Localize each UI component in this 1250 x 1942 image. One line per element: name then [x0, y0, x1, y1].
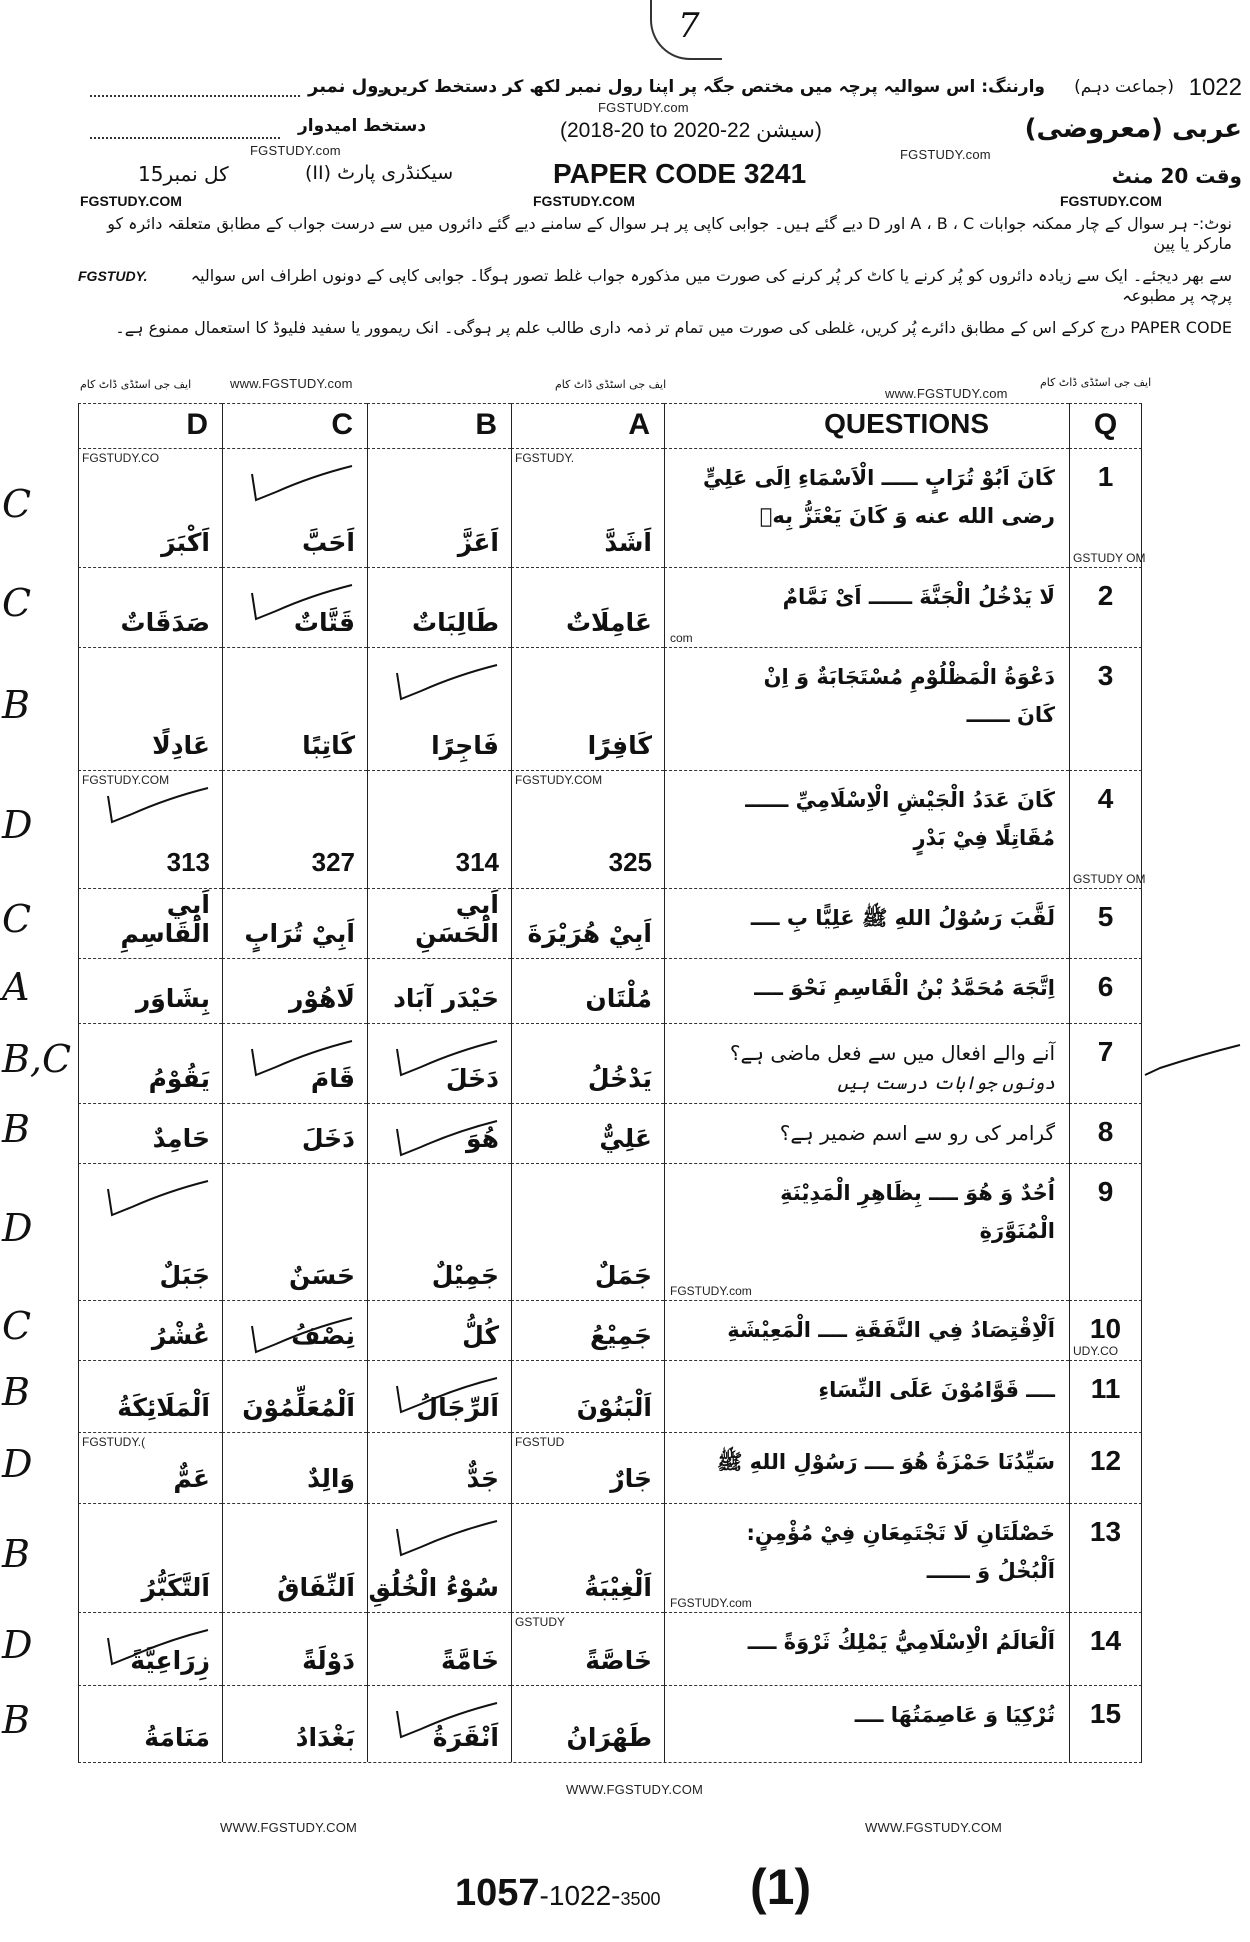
- question-number: 7: [1069, 1023, 1142, 1103]
- option-text: مَنَامَةُ: [144, 1723, 210, 1752]
- option-d[interactable]: [78, 567, 222, 647]
- option-text: اَحَبَّ: [301, 528, 355, 557]
- option-a[interactable]: [511, 1103, 664, 1163]
- cell-watermark: FGSTUDY.COM: [82, 773, 170, 787]
- question-text: [664, 1103, 1069, 1163]
- subject-title: عربی (معروضی): [1024, 114, 1242, 144]
- option-a[interactable]: [511, 1685, 664, 1762]
- option-a[interactable]: [511, 1300, 664, 1360]
- watermark: FGSTUDY.com: [598, 100, 689, 115]
- option-a[interactable]: [511, 1360, 664, 1432]
- table-bottom-border: [78, 1762, 1142, 1763]
- question-number: 9: [1069, 1163, 1142, 1300]
- option-d[interactable]: [78, 1503, 222, 1612]
- option-text: خَاصَّةً: [585, 1646, 652, 1675]
- total-marks: کل نمبر15: [138, 162, 229, 186]
- cell-watermark: FGSTUDY.: [515, 451, 575, 465]
- option-a[interactable]: [511, 1023, 664, 1103]
- question-text: [664, 888, 1069, 958]
- question-text: [664, 1163, 1069, 1300]
- question-line: تُرْكِيَا وَ عَاصِمَتُهَا ــــ: [854, 1703, 1055, 1727]
- option-text: حَامِدٌ: [152, 1124, 210, 1153]
- option-text: نِصْفُ: [291, 1321, 355, 1350]
- option-text: جَبَلٌ: [159, 1261, 210, 1290]
- option-b[interactable]: [367, 567, 511, 647]
- question-text: [664, 448, 1069, 567]
- option-c[interactable]: [222, 770, 367, 888]
- option-d[interactable]: [78, 1103, 222, 1163]
- cell-watermark: UDY.CO: [1073, 1344, 1119, 1358]
- question-number: 11: [1069, 1360, 1142, 1432]
- option-text: يَقُوْمُ: [148, 1064, 210, 1093]
- option-text: اَكْبَرَ: [161, 528, 210, 557]
- question-text: [664, 1685, 1069, 1762]
- option-text: دَوْلَةً: [302, 1646, 355, 1675]
- paper-code-title: PAPER CODE 3241: [553, 158, 807, 189]
- student-answer-mark: C: [2, 897, 32, 941]
- question-number: 13: [1069, 1503, 1142, 1612]
- student-answer-mark: D: [2, 803, 33, 847]
- option-text: جَمَلٌ: [594, 1261, 652, 1290]
- roll-number-label: رول نمبر: [308, 76, 389, 97]
- cell-watermark: FGSTUDY.COM: [515, 773, 603, 787]
- student-answer-mark: B: [2, 1697, 30, 1742]
- cell-watermark: FGSTUD: [515, 1435, 565, 1449]
- student-answer-mark: B,C: [2, 1037, 72, 1081]
- cell-watermark: FGSTUDY.com: [670, 1596, 752, 1610]
- option-text: طَالِبَاتٌ: [411, 608, 499, 637]
- option-text: حَيْدَر آبَاد: [393, 984, 499, 1013]
- option-text: بَغْدَادُ: [295, 1723, 355, 1752]
- question-text: [664, 1432, 1069, 1503]
- option-b[interactable]: [367, 448, 511, 567]
- session: (2018-20 to 2020-22 سیشن): [560, 119, 822, 142]
- cell-watermark: GSTUDY OM: [1073, 872, 1146, 886]
- option-a[interactable]: [511, 888, 664, 958]
- serial-code-small: 3500: [620, 1889, 661, 1909]
- option-text: حَسَنٌ: [289, 1261, 355, 1290]
- cell-watermark: FGSTUDY.com: [670, 1284, 752, 1298]
- option-b[interactable]: [367, 1023, 511, 1103]
- question-number: 6: [1069, 958, 1142, 1023]
- question-number: 5: [1069, 888, 1142, 958]
- paper-number: 1022: [1188, 74, 1242, 101]
- option-b[interactable]: [367, 770, 511, 888]
- cell-watermark: FGSTUDY.CO: [82, 451, 160, 465]
- question-number: 3: [1069, 647, 1142, 770]
- option-b[interactable]: [367, 958, 511, 1023]
- page-number: (1): [750, 1859, 812, 1915]
- question-line: اِتَّجَهَ مُحَمَّدُ بْنُ الْقَاسِمِ نَحْوَ ــــ: [754, 976, 1055, 1000]
- header-option-a: A: [511, 403, 664, 448]
- option-b[interactable]: [367, 888, 511, 958]
- option-c[interactable]: [222, 647, 367, 770]
- option-b[interactable]: [367, 1612, 511, 1685]
- option-text: اَشَدَّ: [604, 528, 652, 557]
- option-text: قَامَ: [310, 1064, 355, 1093]
- option-text: اَبِي الْحَسَنِ: [415, 890, 499, 948]
- option-text: كُلُّ: [462, 1321, 499, 1350]
- option-text: اَلْبَنُوْنَ: [576, 1393, 652, 1422]
- serial-code-main: 1057: [455, 1872, 540, 1914]
- question-number: 4: [1069, 770, 1142, 888]
- option-text: 314: [455, 847, 499, 877]
- serial-code-mid: -1022-: [539, 1880, 621, 1911]
- option-d[interactable]: [78, 647, 222, 770]
- option-text: عَادِلًا: [152, 731, 210, 760]
- option-c[interactable]: [222, 567, 367, 647]
- option-a[interactable]: [511, 958, 664, 1023]
- option-d[interactable]: [78, 1163, 222, 1300]
- option-c[interactable]: [222, 1612, 367, 1685]
- question-line: ــــ قَوَّامُوْنَ عَلَى النِّسَاءِ: [818, 1378, 1055, 1402]
- question-text: [664, 1300, 1069, 1360]
- option-text: خَامَّةً: [440, 1646, 499, 1675]
- watermark: FGSTUDY.COM: [1060, 193, 1162, 209]
- student-answer-mark: A: [2, 964, 30, 1009]
- question-line: كَانَ عَدَدُ الْجَيْشِ الْاِسْلَامِيِّ ــــــ: [745, 788, 1055, 812]
- question-line: سَيِّدُنَا حَمْزَةُ هُوَ ــــ رَسُوْلِ اللهِ ﷺ: [717, 1450, 1055, 1474]
- option-text: اَلْغِيْبَةُ: [584, 1573, 652, 1602]
- student-answer-mark: D: [2, 1205, 33, 1250]
- student-answer-mark: C: [2, 1304, 32, 1348]
- option-text: لَاهُوْر: [288, 984, 355, 1013]
- question-number: 12: [1069, 1432, 1142, 1503]
- option-d[interactable]: [78, 1360, 222, 1432]
- page-mark-text: 7: [678, 6, 700, 46]
- option-text: جَمِيْعُ: [589, 1321, 652, 1350]
- question-line: لَا يَدْخُلُ الْجَنَّةَ ــــــ اَىْ نَمَّامٌ: [782, 585, 1055, 609]
- option-text: مُلْتَان: [585, 984, 652, 1013]
- option-text: جَدٌّ: [466, 1464, 499, 1493]
- option-text: دَخَلَ: [445, 1064, 499, 1093]
- option-c[interactable]: [222, 1685, 367, 1762]
- note-line-2: سے بھر دیجئے۔ ایک سے زیادہ دائروں کو پُر کرنے یا کاٹ کر پُر کرنے کی صورت میں مذکورہ جواب غلط تصور ہوگا۔ جوابی کاپی کے دونوں اطراف اس سوالیہ پرچہ پر مطبوعہ: [190, 266, 1232, 305]
- option-text: كَاتِبًا: [302, 731, 355, 760]
- handwritten-note: دونوں جوابات درست ہیں: [837, 1073, 1055, 1094]
- watermark: FGSTUDY.com: [250, 143, 341, 158]
- roll-warning: وارننگ: اس سوالیہ پرچہ میں مختص جگہ پر اپنا رول نمبر لکھ کر دستخط کریں۔: [376, 77, 1045, 97]
- watermark: FGSTUDY.: [78, 268, 148, 284]
- question-line: گرامر کی رو سے اسم ضمیر ہے؟: [779, 1121, 1055, 1145]
- header-questions: QUESTIONS: [664, 403, 1069, 448]
- option-text: اَلتَّكَبُّرُ: [141, 1573, 210, 1602]
- question-line: رضی الله عنه وَ كَانَ يَعْتَزُّ بِهٖ: [759, 504, 1055, 528]
- option-b[interactable]: [367, 1360, 511, 1432]
- question-line: آنے والے افعال میں سے فعل ماضی ہے؟: [729, 1041, 1055, 1065]
- question-text: [664, 567, 1069, 647]
- option-text: قَتَّاتٌ: [293, 608, 355, 637]
- option-text: بِشَاوَر: [135, 984, 210, 1013]
- watermark: ایف جی اسٹڈی ڈاٹ کام: [1040, 376, 1152, 389]
- question-number: 1: [1069, 448, 1142, 567]
- option-text: اَعَزَّ: [457, 528, 499, 557]
- option-d[interactable]: [78, 770, 222, 888]
- option-c[interactable]: [222, 448, 367, 567]
- header-option-d: D: [78, 403, 222, 448]
- question-text: [664, 1612, 1069, 1685]
- option-text: جَارٌ: [610, 1464, 652, 1493]
- student-answer-mark: B: [2, 1107, 30, 1151]
- option-text: وَالِدٌ: [307, 1464, 355, 1493]
- question-number: 15: [1069, 1685, 1142, 1762]
- option-text: اَبِيْ هُرَيْرَةَ: [527, 919, 652, 948]
- student-answer-mark: B: [2, 1370, 30, 1414]
- student-answer-mark: D: [2, 1622, 33, 1667]
- option-text: 313: [166, 847, 210, 877]
- option-text: جَمِيْلٌ: [431, 1261, 499, 1290]
- question-number: 14: [1069, 1612, 1142, 1685]
- watermark: www.FGSTUDY.com: [885, 386, 1008, 401]
- watermark: www.FGSTUDY.com: [230, 376, 353, 391]
- question-number: 2: [1069, 567, 1142, 647]
- watermark: ایف جی اسٹڈی ڈاٹ کام: [555, 378, 667, 391]
- student-answer-mark: B: [2, 682, 30, 727]
- question-text: [664, 647, 1069, 770]
- option-c[interactable]: [222, 1503, 367, 1612]
- option-c[interactable]: [222, 888, 367, 958]
- header-option-c: C: [222, 403, 367, 448]
- watermark: ایف جی اسٹڈی ڈاٹ کام: [80, 378, 192, 391]
- student-answer-mark: C: [2, 581, 32, 625]
- option-text: اَبِي الْقَاسِمِ: [120, 890, 210, 948]
- cell-watermark: FGSTUDY.(: [82, 1435, 146, 1449]
- option-d[interactable]: [78, 958, 222, 1023]
- cell-watermark: com: [670, 631, 693, 645]
- option-b[interactable]: [367, 1503, 511, 1612]
- watermark: FGSTUDY.COM: [80, 193, 182, 209]
- option-text: اَلْمَلَائِكَةُ: [117, 1393, 210, 1422]
- option-text: فَاجِرًا: [431, 731, 499, 760]
- option-text: اَلنِّفَاقُ: [277, 1573, 355, 1602]
- time-allowed: وقت 20 منٹ: [1111, 164, 1242, 188]
- option-text: 325: [608, 847, 652, 877]
- option-text: عَمٌّ: [173, 1464, 210, 1493]
- question-text: [664, 1360, 1069, 1432]
- question-line: كَانَ اَبُوْ تُرَابٍ ـــــ الْاَسْمَاءِ اِلَى عَلِيٍّ: [703, 466, 1055, 490]
- student-answer-mark: B: [2, 1531, 30, 1576]
- cell-watermark: GSTUDY OM: [1073, 551, 1146, 565]
- watermark: WWW.FGSTUDY.COM: [220, 1820, 358, 1835]
- option-text: عُشْرُ: [151, 1321, 210, 1350]
- header-q: Q: [1069, 403, 1142, 448]
- option-a[interactable]: [511, 647, 664, 770]
- question-number: 10: [1069, 1300, 1142, 1360]
- student-answer-mark: D: [2, 1441, 33, 1486]
- option-text: كَافِرًا: [587, 731, 652, 760]
- option-d[interactable]: [78, 888, 222, 958]
- watermark: FGSTUDY.COM: [533, 193, 635, 209]
- option-text: يَدْخُلُ: [587, 1064, 652, 1093]
- option-c[interactable]: [222, 958, 367, 1023]
- option-text: سُوْءُ الْخُلُقِ: [368, 1573, 499, 1602]
- watermark: WWW.FGSTUDY.COM: [566, 1782, 704, 1797]
- question-text: [664, 958, 1069, 1023]
- option-text: زِرَاعِيَّةً: [130, 1646, 210, 1675]
- option-text: اَلْمُعَلِّمُوْنَ: [242, 1393, 355, 1422]
- question-line: دَعْوَةُ الْمَظْلُوْمِ مُسْتَجَابَةٌ وَ اِنْ: [763, 665, 1055, 689]
- watermark: FGSTUDY.com: [900, 147, 991, 162]
- header-option-b: B: [367, 403, 511, 448]
- option-text: طَهْرَانُ: [566, 1723, 652, 1752]
- question-line: الْمُنَوَّرَةِ: [979, 1219, 1055, 1243]
- option-a[interactable]: [511, 1163, 664, 1300]
- question-text: [664, 1023, 1069, 1103]
- watermark: WWW.FGSTUDY.COM: [865, 1820, 1003, 1835]
- student-answer-mark: C: [2, 481, 32, 526]
- question-line: اُحُدٌ وَ هُوَ ــــ بِظَاهِرِ الْمَدِيْنَةِ: [780, 1181, 1055, 1205]
- option-text: دَخَلَ: [301, 1124, 355, 1153]
- option-text: عَامِلَاتٌ: [565, 608, 652, 637]
- question-text: [664, 770, 1069, 888]
- option-a[interactable]: [511, 448, 664, 567]
- note-line-1: نوٹ:- ہر سوال کے چار ممکنہ جوابات A ، B ، C اور D دیے گئے ہیں۔ جوابی کاپی پر ہر سوال کے سامنے دیے گئے دائروں میں سے درست جواب کے مطابق متعلقہ دائرہ کو مارکر یا پین: [107, 214, 1232, 253]
- option-c[interactable]: [222, 1432, 367, 1503]
- option-text: عَلِيٌّ: [599, 1124, 652, 1153]
- option-b[interactable]: [367, 1103, 511, 1163]
- option-a[interactable]: [511, 1503, 664, 1612]
- option-c[interactable]: [222, 1163, 367, 1300]
- option-d[interactable]: [78, 1612, 222, 1685]
- question-line: خَصْلَتَانِ لَا تَجْتَمِعَانِ فِيْ مُؤْمِنٍ:: [746, 1521, 1055, 1545]
- option-text: اَنْقَرَةُ: [432, 1723, 499, 1752]
- option-text: اَبِيْ تُرَابٍ: [244, 919, 355, 948]
- option-c[interactable]: [222, 1103, 367, 1163]
- option-text: 327: [311, 847, 355, 877]
- class-label: (جماعت دہم): [1074, 77, 1174, 97]
- option-a[interactable]: [511, 770, 664, 888]
- option-b[interactable]: [367, 1300, 511, 1360]
- option-d[interactable]: [78, 1300, 222, 1360]
- class-part: سیکنڈری پارٹ (II): [305, 162, 454, 184]
- option-c[interactable]: [222, 1360, 367, 1432]
- option-text: اَلرِّجَالُ: [416, 1393, 499, 1422]
- cell-watermark: GSTUDY: [515, 1615, 566, 1629]
- question-line: اَلْبُخْلُ وَ ــــــ: [926, 1559, 1055, 1583]
- option-d[interactable]: [78, 1023, 222, 1103]
- option-c[interactable]: [222, 1023, 367, 1103]
- option-text: صَدَقَاتٌ: [120, 608, 210, 637]
- option-c[interactable]: [222, 1300, 367, 1360]
- option-b[interactable]: [367, 1163, 511, 1300]
- question-line: اَلْعَالَمُ الْاِسْلَامِيُّ يَمْلِكُ ثَرْوَةً ــــ: [747, 1630, 1055, 1654]
- option-d[interactable]: [78, 1685, 222, 1762]
- question-line: لَقَّبَ رَسُوْلُ اللهِ ﷺ عَلِيًّا بِ ــــ: [750, 906, 1055, 930]
- question-line: كَانَ ــــــ: [966, 703, 1055, 727]
- option-b[interactable]: [367, 1685, 511, 1762]
- signature-label: دستخط امیدوار: [298, 116, 427, 136]
- option-a[interactable]: [511, 567, 664, 647]
- option-b[interactable]: [367, 647, 511, 770]
- note-line-3: PAPER CODE درج کرکے اس کے مطابق دائرے پُر کریں، غلطی کی صورت میں تمام تر ذمہ داری طالب علم پر ہوگی۔ انک ریموور یا سفید فلیوڈ کا استعمال ممنوع ہے۔: [115, 318, 1232, 337]
- option-b[interactable]: [367, 1432, 511, 1503]
- option-d[interactable]: [78, 448, 222, 567]
- question-line: اَلْاِقْتِصَادُ فِي النَّفَقَةِ ــــ الْمَعِيْشَةِ: [727, 1318, 1055, 1342]
- question-number: 8: [1069, 1103, 1142, 1163]
- option-text: هُوَ: [465, 1124, 499, 1153]
- question-line: مُقَاتِلًا فِيْ بَدْرٍ: [913, 826, 1055, 850]
- paper-serial-code: [455, 1872, 661, 1915]
